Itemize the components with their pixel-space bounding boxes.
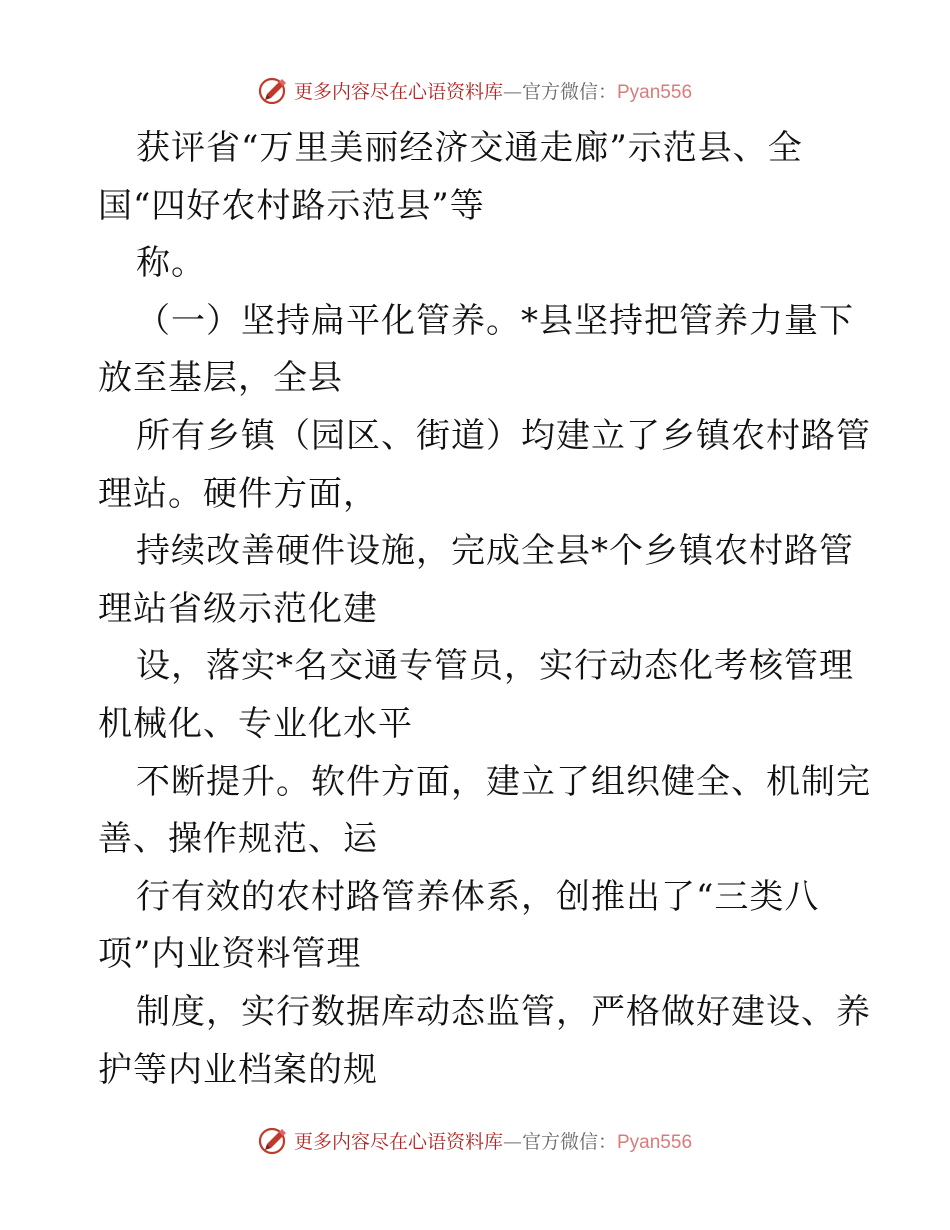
pen-logo-icon bbox=[258, 1124, 290, 1156]
text-line: 护等内业档案的规 bbox=[98, 1049, 378, 1090]
text-line: 行有效的农村路管养体系，创推出了“三类八 bbox=[136, 876, 820, 917]
header-separator: — bbox=[502, 80, 522, 103]
text-line: 制度，实行数据库动态监管，严格做好建设、养 bbox=[136, 991, 871, 1032]
header-wechat-label: 官方微信： bbox=[521, 80, 617, 103]
text-line: 项”内业资料管理 bbox=[98, 934, 362, 975]
text-line: 理站省级示范化建 bbox=[98, 588, 378, 629]
text-line: 不断提升。软件方面，建立了组织健全、机制完 bbox=[136, 761, 871, 802]
text-line: 获评省“万里美丽经济交通走廊”示范县、全 bbox=[136, 128, 803, 168]
text-line: 设，落实*名交通专管员，实行动态化考核管理 bbox=[136, 646, 854, 687]
text-line: 放至基层，全县 bbox=[98, 358, 343, 399]
text-line: 国“四好农村路示范县”等 bbox=[98, 185, 485, 226]
header-watermark-text bbox=[294, 77, 692, 104]
footer-wechat-id: Pyan556 bbox=[617, 1131, 693, 1153]
text-line: （一）坚持扁平化管养。*县坚持把管养力量下 bbox=[136, 300, 854, 341]
text-line: 所有乡镇（园区、街道）均建立了乡镇农村路管 bbox=[136, 415, 871, 456]
text-line: 称。 bbox=[136, 243, 206, 284]
text-line: 善、操作规范、运 bbox=[98, 819, 378, 860]
footer-separator: — bbox=[502, 1130, 522, 1153]
text-line: 机械化、专业化水平 bbox=[98, 703, 413, 744]
header-wechat-id: Pyan556 bbox=[617, 81, 693, 103]
text-line: 持续改善硬件设施，完成全县*个乡镇农村路管 bbox=[136, 531, 854, 572]
header-watermark bbox=[0, 70, 950, 110]
text-line: 理站。硬件方面， bbox=[98, 473, 378, 514]
footer-brand: 更多内容尽在心语资料库 bbox=[293, 1130, 503, 1153]
header-brand: 更多内容尽在心语资料库 bbox=[293, 80, 503, 103]
footer-watermark bbox=[0, 1120, 950, 1160]
footer-wechat-label: 官方微信： bbox=[521, 1130, 617, 1153]
document-body bbox=[98, 120, 871, 1099]
footer-watermark-text bbox=[294, 1127, 692, 1154]
pen-logo-icon bbox=[258, 74, 290, 106]
